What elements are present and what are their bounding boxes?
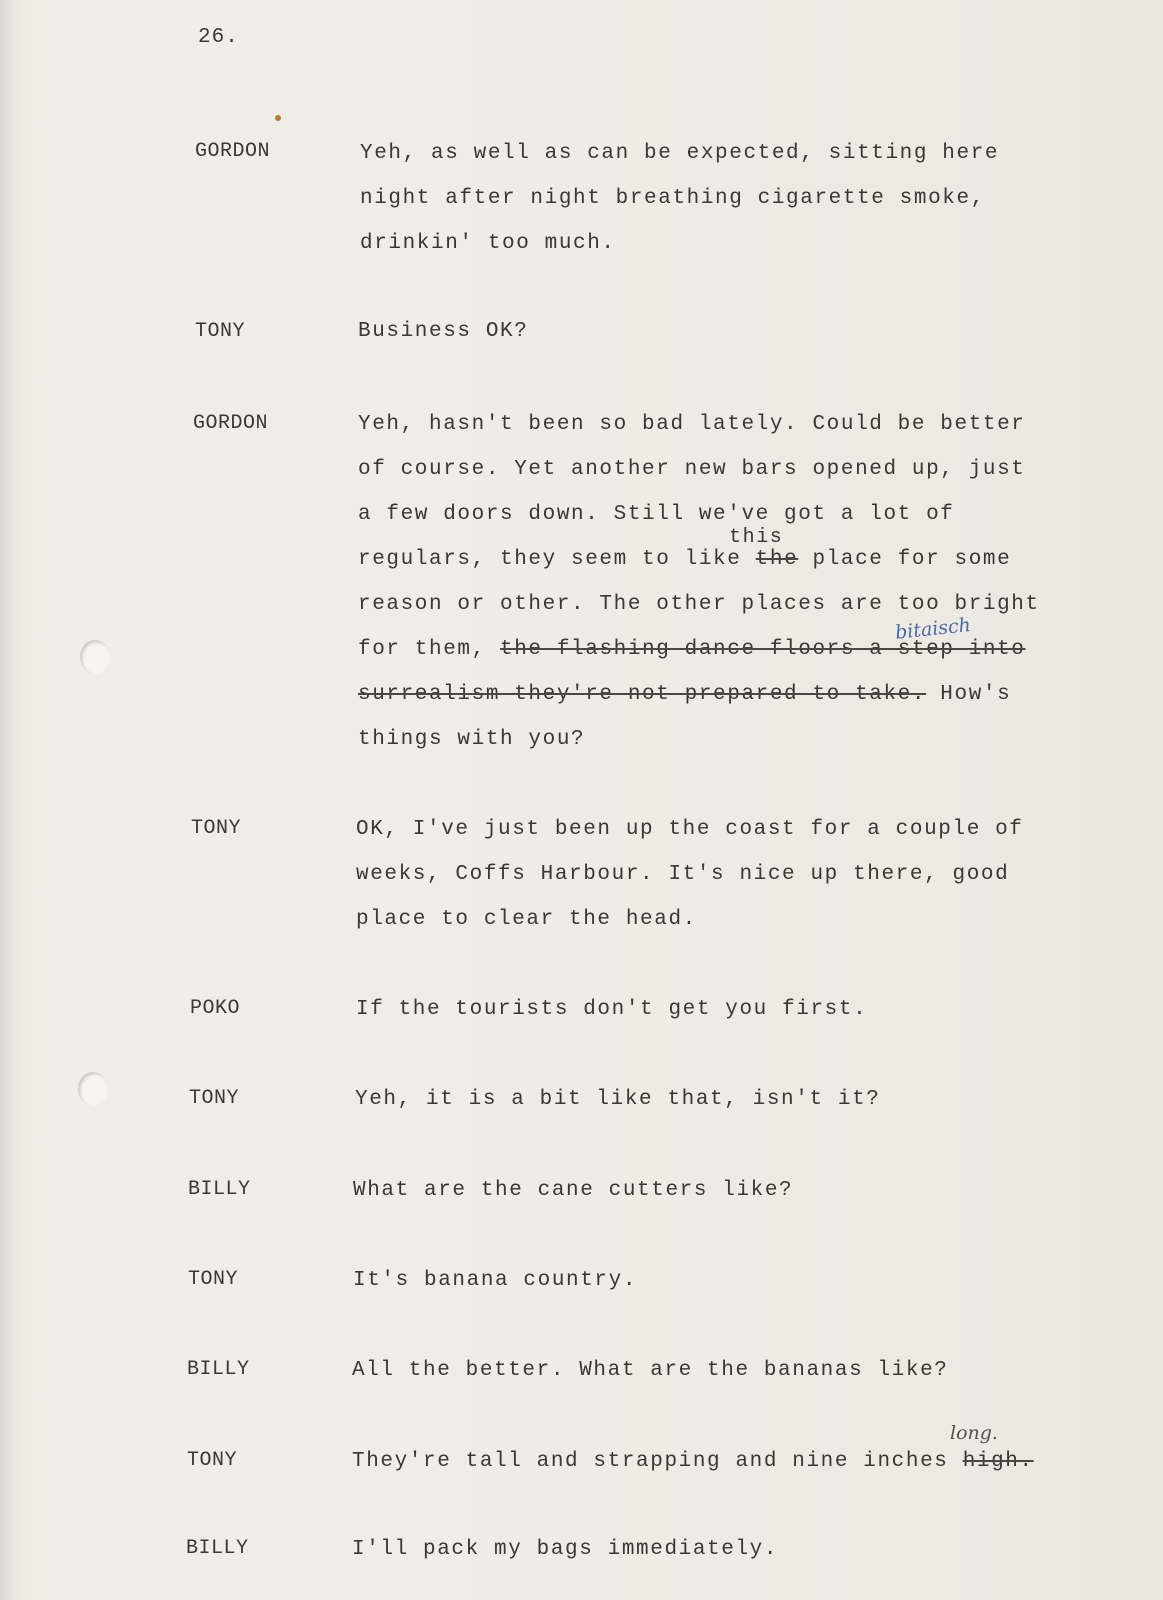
dialogue-line: If the tourists don't get you first. [356, 998, 868, 1021]
dialogue-line: things with you? [358, 728, 586, 751]
dialogue-line: What are the cane cutters like? [353, 1179, 794, 1202]
struck-text: surrealism they're not prepared to take. [358, 683, 927, 706]
speaker-name: TONY [191, 817, 242, 840]
speaker-name: BILLY [188, 1178, 251, 1201]
line-text: How's [926, 683, 1012, 706]
dialogue-line-with-edit [352, 1450, 1034, 1473]
handwritten-correction: long. [950, 1422, 998, 1444]
ink-spot [275, 115, 281, 121]
dialogue-line: of course. Yet another new bars opened up, just [358, 458, 1026, 481]
dialogue-line: place to clear the head. [356, 908, 697, 931]
dialogue-line: reason or other. The other places are too bright [358, 593, 1040, 616]
page-edge [0, 0, 14, 1600]
speaker-name: POKO [190, 997, 241, 1020]
punch-hole-bottom [78, 1072, 108, 1106]
page-number: 26. [198, 26, 239, 49]
struck-text: the flashing dance floors a step into [500, 638, 1026, 661]
line-text: They're tall and strapping and nine inches [352, 1450, 963, 1473]
dialogue-line: It's banana country. [353, 1269, 638, 1292]
dialogue-line: Yeh, hasn't been so bad lately. Could be better [358, 413, 1026, 436]
struck-word: the [755, 548, 799, 571]
dialogue-line: Yeh, it is a bit like that, isn't it? [355, 1088, 881, 1111]
handwritten-note: bitaisch [894, 614, 972, 644]
dialogue-line: All the better. What are the bananas like? [352, 1359, 949, 1382]
speaker-name: TONY [188, 1268, 239, 1291]
dialogue-line: Yeh, as well as can be expected, sitting here [360, 142, 1000, 165]
speaker-name: BILLY [187, 1358, 250, 1381]
line-text: regulars, they seem to like [358, 548, 742, 571]
struck-word: high. [962, 1450, 1034, 1473]
punch-hole-top [80, 640, 110, 674]
speaker-name: GORDON [193, 412, 269, 435]
dialogue-line-with-strike [358, 638, 1026, 661]
line-text: for them, [358, 638, 501, 661]
dialogue-line: a few doors down. Still we've got a lot of [358, 503, 955, 526]
dialogue-line: OK, I've just been up the coast for a couple of [356, 818, 1024, 841]
speaker-name: TONY [187, 1449, 238, 1472]
speaker-name: BILLY [186, 1537, 249, 1560]
dialogue-line: Business OK? [358, 320, 529, 343]
dialogue-line: night after night breathing cigarette smoke, [360, 187, 985, 210]
dialogue-line: drinkin' too much. [360, 232, 616, 255]
dialogue-line: weeks, Coffs Harbour. It's nice up there, good [356, 863, 1010, 886]
dialogue-line-with-edit [358, 548, 1011, 571]
dialogue-line-with-strike [358, 683, 1011, 706]
line-text: place for some [798, 548, 1012, 571]
speaker-name: TONY [189, 1087, 240, 1110]
typed-insertion: this [729, 526, 784, 549]
speaker-name: GORDON [195, 140, 271, 163]
speaker-name: TONY [195, 320, 246, 343]
dialogue-line: I'll pack my bags immediately. [352, 1538, 779, 1561]
